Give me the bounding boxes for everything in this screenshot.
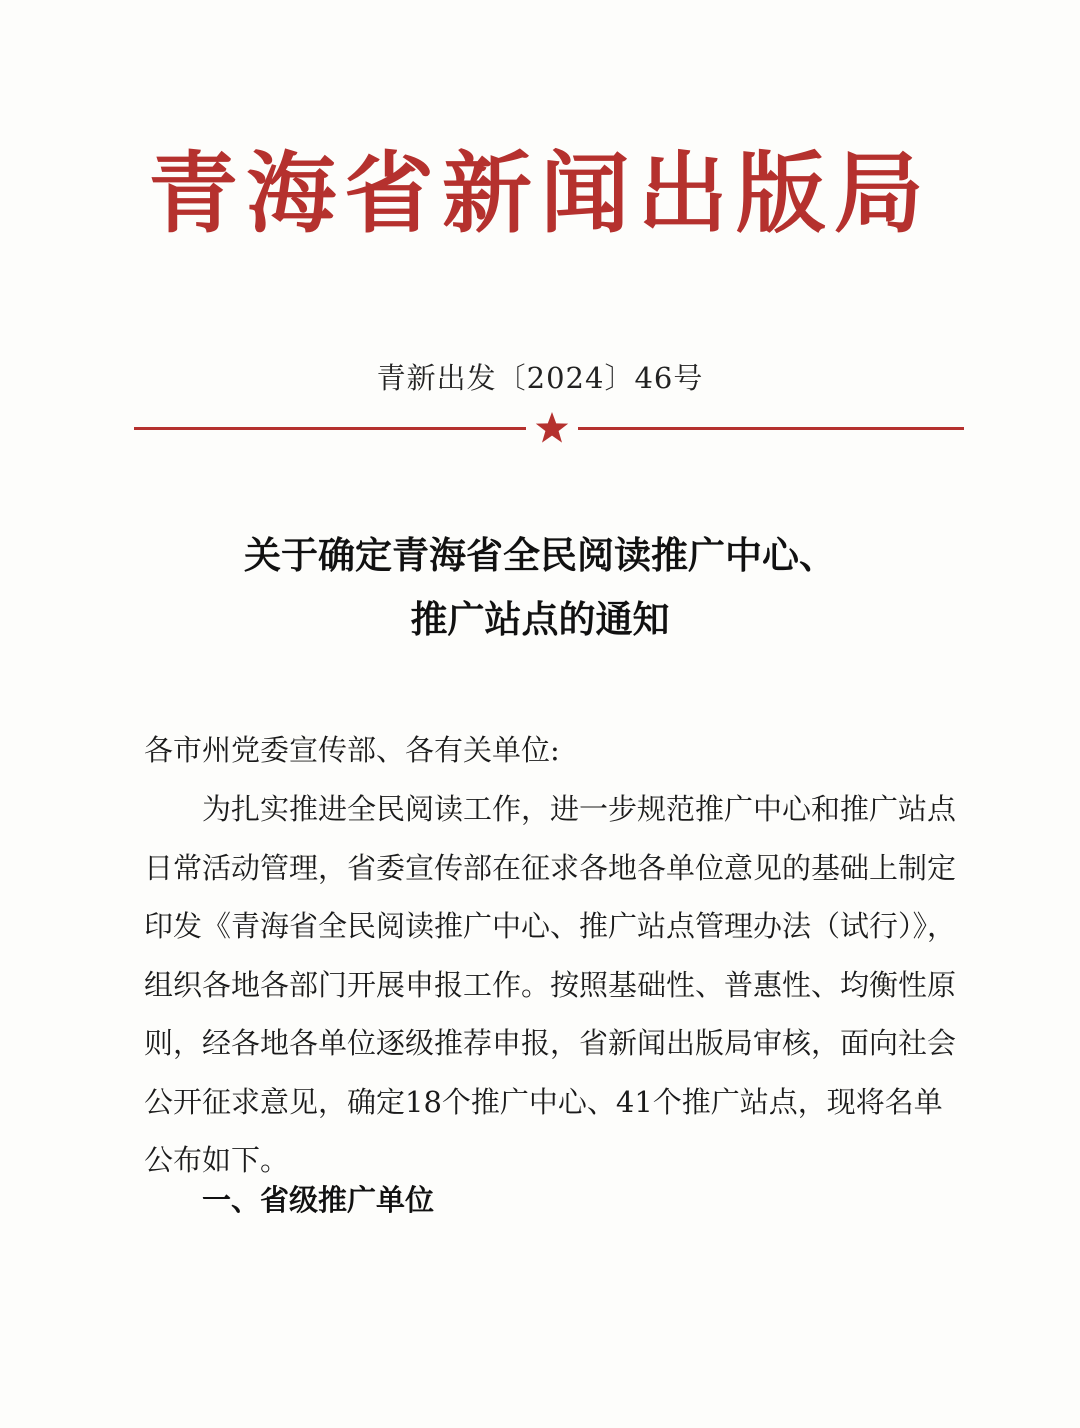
body-paragraph xyxy=(144,780,956,1190)
body-line: 则，经各地各单位逐级推荐申报，省新闻出版局审核，面向社会 xyxy=(144,1026,957,1060)
body-line: 为扎实推进全民阅读工作，进一步规范推广中心和推广站点 xyxy=(202,792,957,826)
title-line-1: 关于确定青海省全民阅读推广中心、 xyxy=(244,534,836,577)
star-icon xyxy=(534,410,570,446)
title-line-2: 推广站点的通知 xyxy=(410,598,670,641)
divider-line-right xyxy=(578,427,964,430)
salutation: 各市州党委宣传部、各有关单位: xyxy=(144,733,560,767)
body-line: 公开征求意见，确定18个推广中心、41个推广站点，现将名单 xyxy=(144,1084,943,1119)
red-divider xyxy=(134,410,964,446)
body-line: 组织各地各部门开展申报工作。按照基础性、普惠性、均衡性原 xyxy=(144,967,957,1002)
issuer-masthead: 青海省新闻出版局 xyxy=(148,141,932,245)
document-title xyxy=(0,524,1080,652)
body-line: 日常活动管理，省委宣传部在征求各地各单位意见的基础上制定 xyxy=(144,850,957,885)
section-heading: 一、省级推广单位 xyxy=(202,1183,435,1217)
body-line: 印发《青海省全民阅读推广中心、推广站点管理办法（试行）》， xyxy=(144,909,957,943)
document-number: 青新出发〔2024〕46号 xyxy=(376,361,704,395)
divider-line-left xyxy=(134,427,526,430)
body-line: 公布如下。 xyxy=(144,1143,290,1177)
